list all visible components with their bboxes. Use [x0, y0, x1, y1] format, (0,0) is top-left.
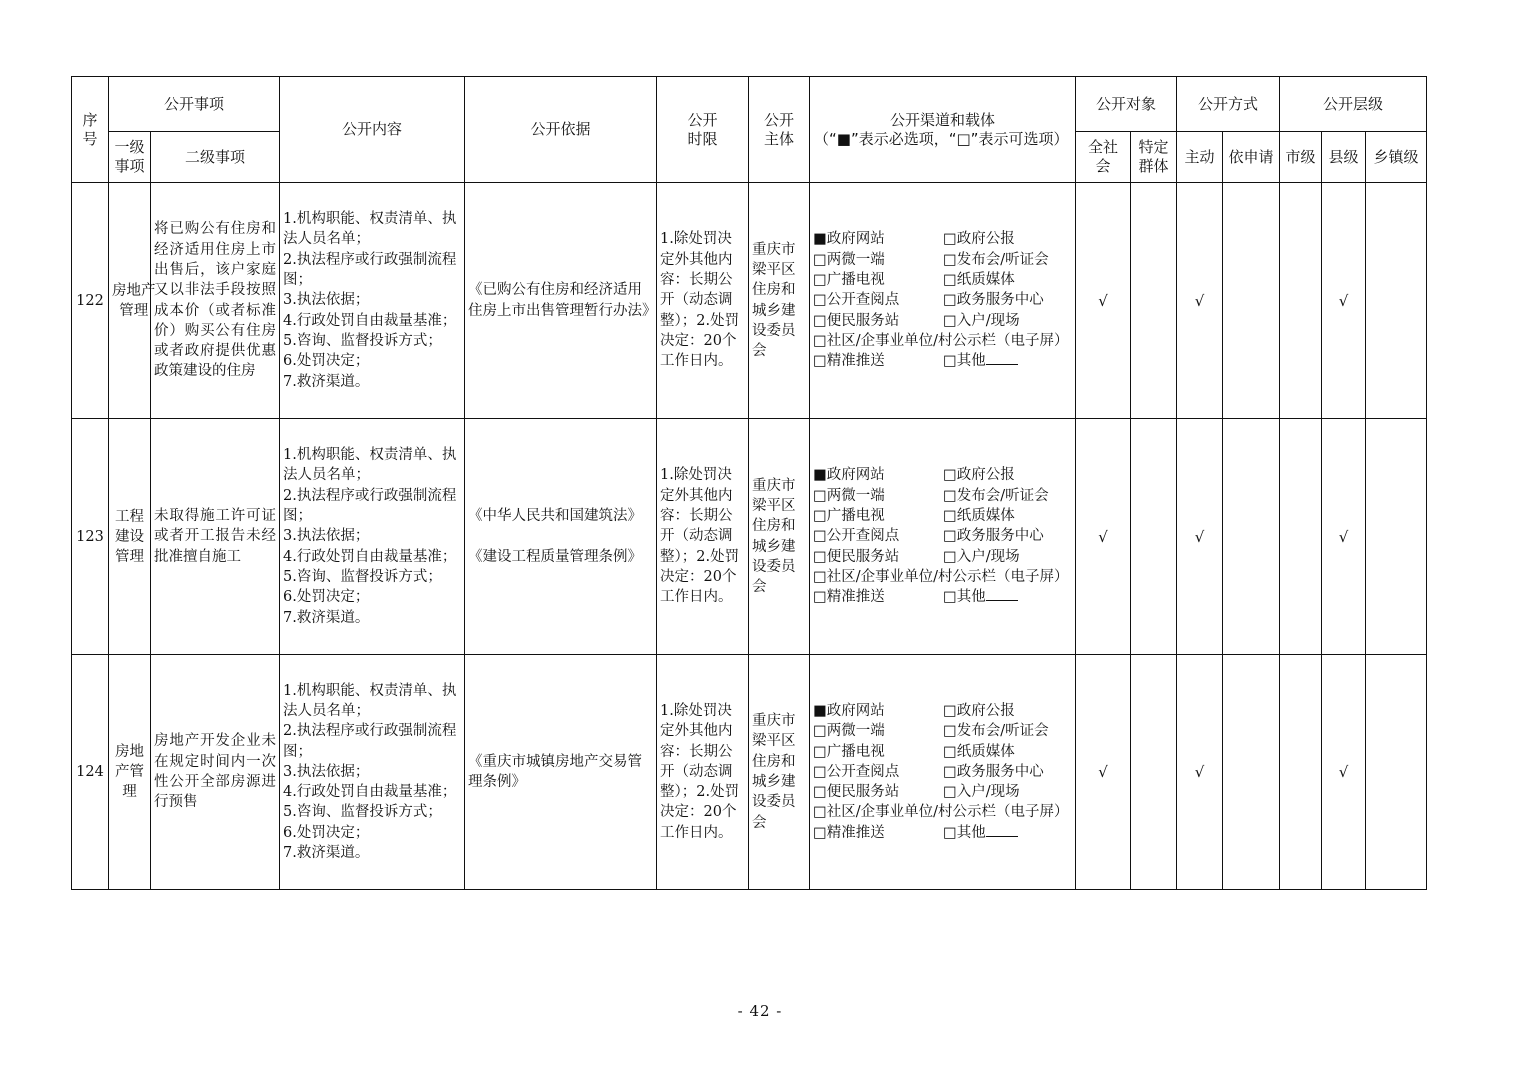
row-level1: 房地产管理 [109, 183, 151, 419]
row-basis: 《重庆市城镇房地产交易管理条例》 [465, 655, 657, 890]
check-apply [1223, 655, 1280, 890]
row-level2: 未取得施工许可证或者开工报告未经批准擅自施工 [151, 419, 280, 655]
disclosure-table [71, 76, 1427, 890]
check-specific [1131, 419, 1177, 655]
header-level-town: 乡镇级 [1366, 132, 1427, 183]
check-town [1366, 183, 1427, 419]
row-basis: 《中华人民共和国建筑法》 《建设工程质量管理条例》 [465, 419, 657, 655]
row-level2: 房地产开发企业未在规定时间内一次性公开全部房源进行预售 [151, 655, 280, 890]
header-level: 公开层级 [1280, 77, 1427, 132]
header-seq: 序号 [72, 77, 109, 183]
check-apply [1223, 419, 1280, 655]
row-subject: 重庆市梁平区住房和城乡建设委员会 [749, 183, 810, 419]
row-subject: 重庆市梁平区住房和城乡建设委员会 [749, 655, 810, 890]
check-active: √ [1177, 419, 1223, 655]
check-town [1366, 655, 1427, 890]
check-specific [1131, 183, 1177, 419]
row-seq: 122 [72, 183, 109, 419]
header-channel-note: （“■”表示必选项，“□”表示可选项） [814, 129, 1069, 148]
header-channel-title: 公开渠道和载体 [890, 110, 996, 129]
row-subject: 重庆市梁平区住房和城乡建设委员会 [749, 419, 810, 655]
check-apply [1223, 183, 1280, 419]
check-active: √ [1177, 655, 1223, 890]
header-method-active: 主动 [1177, 132, 1223, 183]
header-content: 公开内容 [280, 77, 465, 183]
check-county: √ [1322, 655, 1366, 890]
row-seq: 124 [72, 655, 109, 890]
row-level2: 将已购公有住房和经济适用住房上市出售后，该户家庭又以非法手段按照成本价（或者标准价）购买公有住房或者政府提供优惠政策建设的住房 [151, 183, 280, 419]
page-number: - 42 - [737, 1002, 783, 1020]
row-level1: 工程建设管理 [109, 419, 151, 655]
check-active: √ [1177, 183, 1223, 419]
header-level1: 一级事项 [109, 132, 151, 183]
header-level2: 二级事项 [151, 132, 280, 183]
header-target-specific: 特定群体 [1131, 132, 1177, 183]
header-method: 公开方式 [1177, 77, 1280, 132]
header-target: 公开对象 [1076, 77, 1177, 132]
row-basis: 《已购公有住房和经济适用住房上市出售管理暂行办法》 [465, 183, 657, 419]
check-all: √ [1076, 183, 1131, 419]
check-all: √ [1076, 655, 1131, 890]
header-matter: 公开事项 [109, 77, 280, 132]
row-channels: ■政府网站 □政府公报 □两微一端 □发布会/听证会 □广播电视 □纸质媒体 □公开查阅点 □政务服务中心 □便民服务站 □入户/现场 □社区/企事业单位/村公示栏（电子屏） □精准推送 □其他 [810, 655, 1076, 890]
header-level-county: 县级 [1322, 132, 1366, 183]
check-city [1280, 183, 1322, 419]
row-content: 1.机构职能、权责清单、执法人员名单； 2.执法程序或行政强制流程图； 3.执法依据； 4.行政处罚自由裁量基准； 5.咨询、监督投诉方式； 6.处罚决定； 7.救济渠道。 [280, 183, 465, 419]
row-time-limit: 1.除处罚决定外其他内容：长期公开（动态调整）；2.处罚决定：20个工作日内。 [657, 419, 749, 655]
table-row [72, 419, 1427, 655]
row-content: 1.机构职能、权责清单、执法人员名单； 2.执法程序或行政强制流程图； 3.执法依据； 4.行政处罚自由裁量基准； 5.咨询、监督投诉方式； 6.处罚决定； 7.救济渠道。 [280, 419, 465, 655]
check-county: √ [1322, 183, 1366, 419]
row-channels: ■政府网站 □政府公报 □两微一端 □发布会/听证会 □广播电视 □纸质媒体 □公开查阅点 □政务服务中心 □便民服务站 □入户/现场 □社区/企事业单位/村公示栏（电子屏） □精准推送 □其他 [810, 183, 1076, 419]
check-city [1280, 419, 1322, 655]
header-level-city: 市级 [1280, 132, 1322, 183]
header-time-limit: 公开时限 [657, 77, 749, 183]
check-all: √ [1076, 419, 1131, 655]
row-time-limit: 1.除处罚决定外其他内容：长期公开（动态调整）；2.处罚决定：20个工作日内。 [657, 183, 749, 419]
check-specific [1131, 655, 1177, 890]
header-method-apply: 依申请 [1223, 132, 1280, 183]
check-city [1280, 655, 1322, 890]
check-town [1366, 419, 1427, 655]
header-subject: 公开主体 [749, 77, 810, 183]
row-channels: ■政府网站 □政府公报 □两微一端 □发布会/听证会 □广播电视 □纸质媒体 □公开查阅点 □政务服务中心 □便民服务站 □入户/现场 □社区/企事业单位/村公示栏（电子屏） □精准推送 □其他 [810, 419, 1076, 655]
header-basis: 公开依据 [465, 77, 657, 183]
check-county: √ [1322, 419, 1366, 655]
row-content: 1.机构职能、权责清单、执法人员名单； 2.执法程序或行政强制流程图； 3.执法依据； 4.行政处罚自由裁量基准； 5.咨询、监督投诉方式； 6.处罚决定； 7.救济渠道。 [280, 655, 465, 890]
header-channel [810, 77, 1076, 183]
row-time-limit: 1.除处罚决定外其他内容：长期公开（动态调整）；2.处罚决定：20个工作日内。 [657, 655, 749, 890]
table-row [72, 183, 1427, 419]
row-seq: 123 [72, 419, 109, 655]
header-target-all: 全社会 [1076, 132, 1131, 183]
table-row [72, 655, 1427, 890]
row-level1: 房地产管理 [109, 655, 151, 890]
